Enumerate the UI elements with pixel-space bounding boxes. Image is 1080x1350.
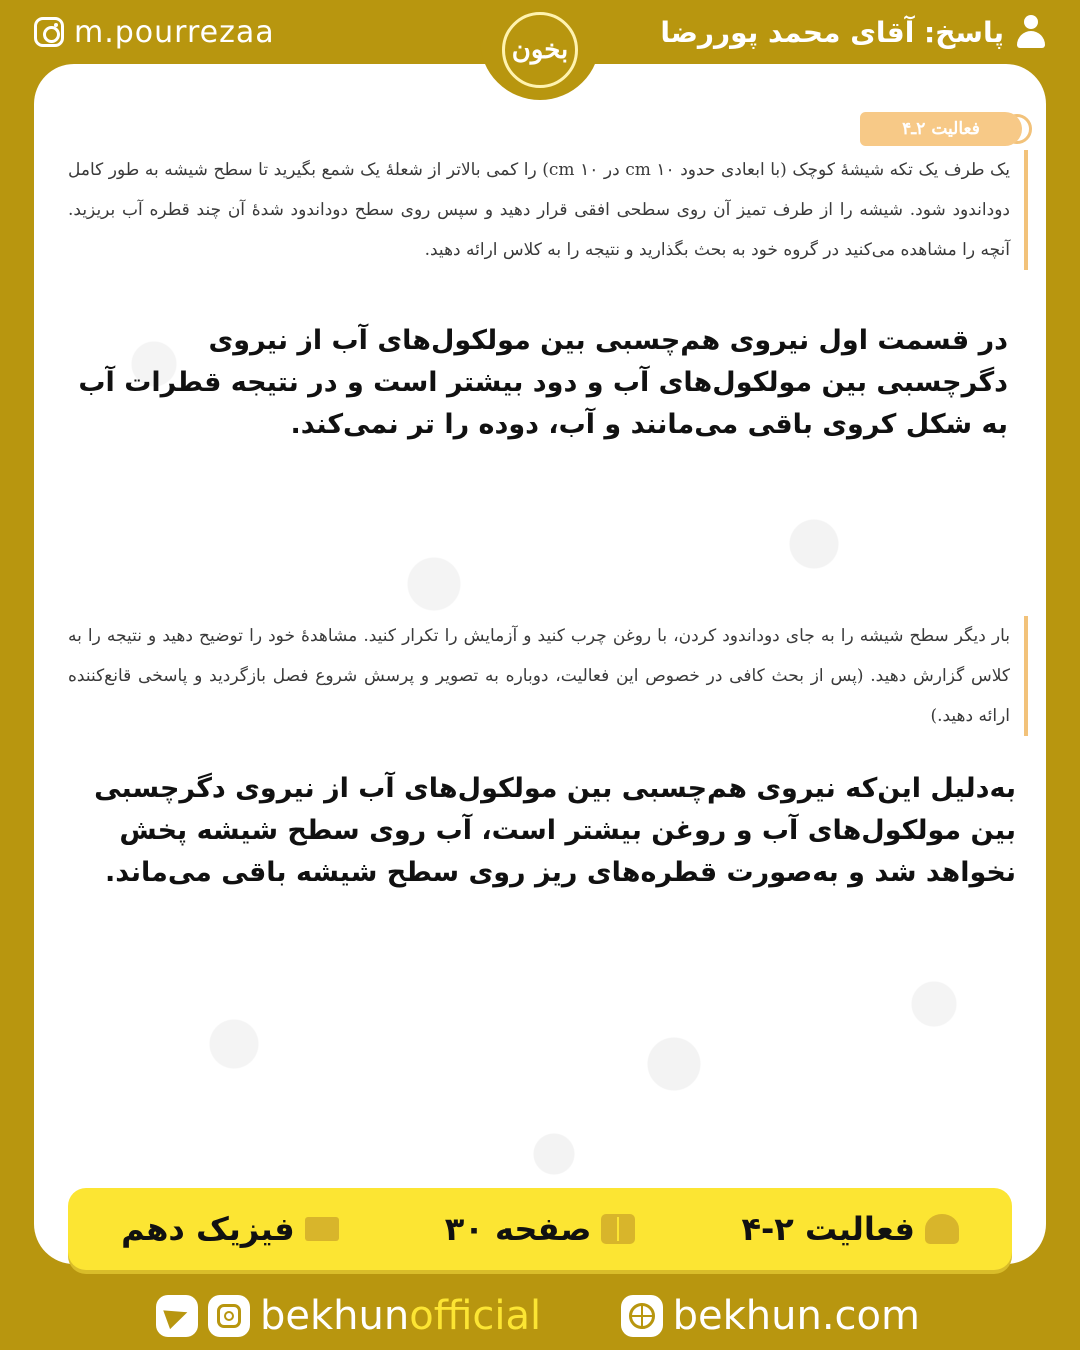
website-link[interactable] [621, 1293, 920, 1339]
instagram-handle-text: m.pourrezaa [74, 14, 275, 50]
social-brand[interactable] [156, 1293, 541, 1339]
globe-icon [621, 1295, 663, 1337]
answerer-text: پاسخ: آقای محمد پوررضا [660, 15, 1004, 49]
instagram-icon[interactable] [208, 1295, 250, 1337]
subject-info [121, 1210, 339, 1248]
answer-1: در قسمت اول نیروی هم‌چسبی بین مولکول‌های آب از نیروی دگرچسبی بین مولکول‌های آب و دود بیشتر است و در نتیجه قطرات آب به شکل کروی باقی می‌مانند و آب، دوده را تر نمی‌کند. [78, 325, 1008, 440]
page-label: صفحه ۳۰ [444, 1210, 592, 1248]
bottom-brand-bar [0, 1282, 1080, 1350]
teacher-icon [925, 1214, 959, 1244]
activity-info [741, 1210, 958, 1248]
info-bar [68, 1188, 1012, 1270]
subject-label: فیزیک دهم [121, 1210, 295, 1248]
telegram-icon[interactable] [156, 1295, 198, 1337]
website-text: bekhun.com [672, 1293, 920, 1339]
activity-tag: فعالیت ۲ـ۴ [860, 112, 1022, 146]
logo-mark: بخون [502, 12, 578, 88]
instagram-handle[interactable] [34, 12, 275, 52]
answerer-credit [660, 10, 1046, 54]
answer-2: به‌دلیل این‌که نیروی هم‌چسبی بین مولکول‌های آب از نیروی دگرچسبی بین مولکول‌های آب و روغن بیشتر است، آب روی سطح شیشه پخش نخواهد شد و به‌صورت قطره‌های ریز روی سطح شیشه باقی می‌ماند. [94, 773, 1016, 888]
textbook-excerpt-1: یک طرف یک تکه شیشهٔ کوچک (با ابعادی حدود cm ۱۰ در cm ۱۰) را کمی بالاتر از شعلهٔ یک شمع بگیرید تا سطح شیشه به طور کامل دوداندود شود. شیشه را از طرف تمیز آن روی سطحی افقی قرار دهید و سپس روی سطح دوداندود شدهٔ آن چند قطره آب بریزید. آنچه را مشاهده می‌کنید در گروه خود به بحث بگذارید و نتیجه را به کلاس ارائه دهید. [68, 150, 1028, 270]
activity-label: فعالیت ۲-۴ [741, 1210, 915, 1248]
content-card [34, 64, 1046, 1264]
instagram-icon [34, 17, 64, 47]
graduation-cap-icon [305, 1217, 339, 1241]
page-info [445, 1210, 636, 1248]
social-brand-text: bekhunofficial [260, 1293, 542, 1339]
textbook-excerpt-2: بار دیگر سطح شیشه را به جای دوداندود کردن، با روغن چرب کنید و آزمایش را تکرار کنید. مشاهدهٔ خود را توضیح دهید و نتیجه را به کلاس گزارش دهید. (پس از بحث کافی در خصوص این فعالیت، دوباره به تصویر و پرسش شروع فصل بازگردید و پاسخی قانع‌کننده ارائه دهید.) [68, 616, 1028, 736]
book-icon [601, 1214, 635, 1244]
user-icon [1016, 15, 1046, 49]
